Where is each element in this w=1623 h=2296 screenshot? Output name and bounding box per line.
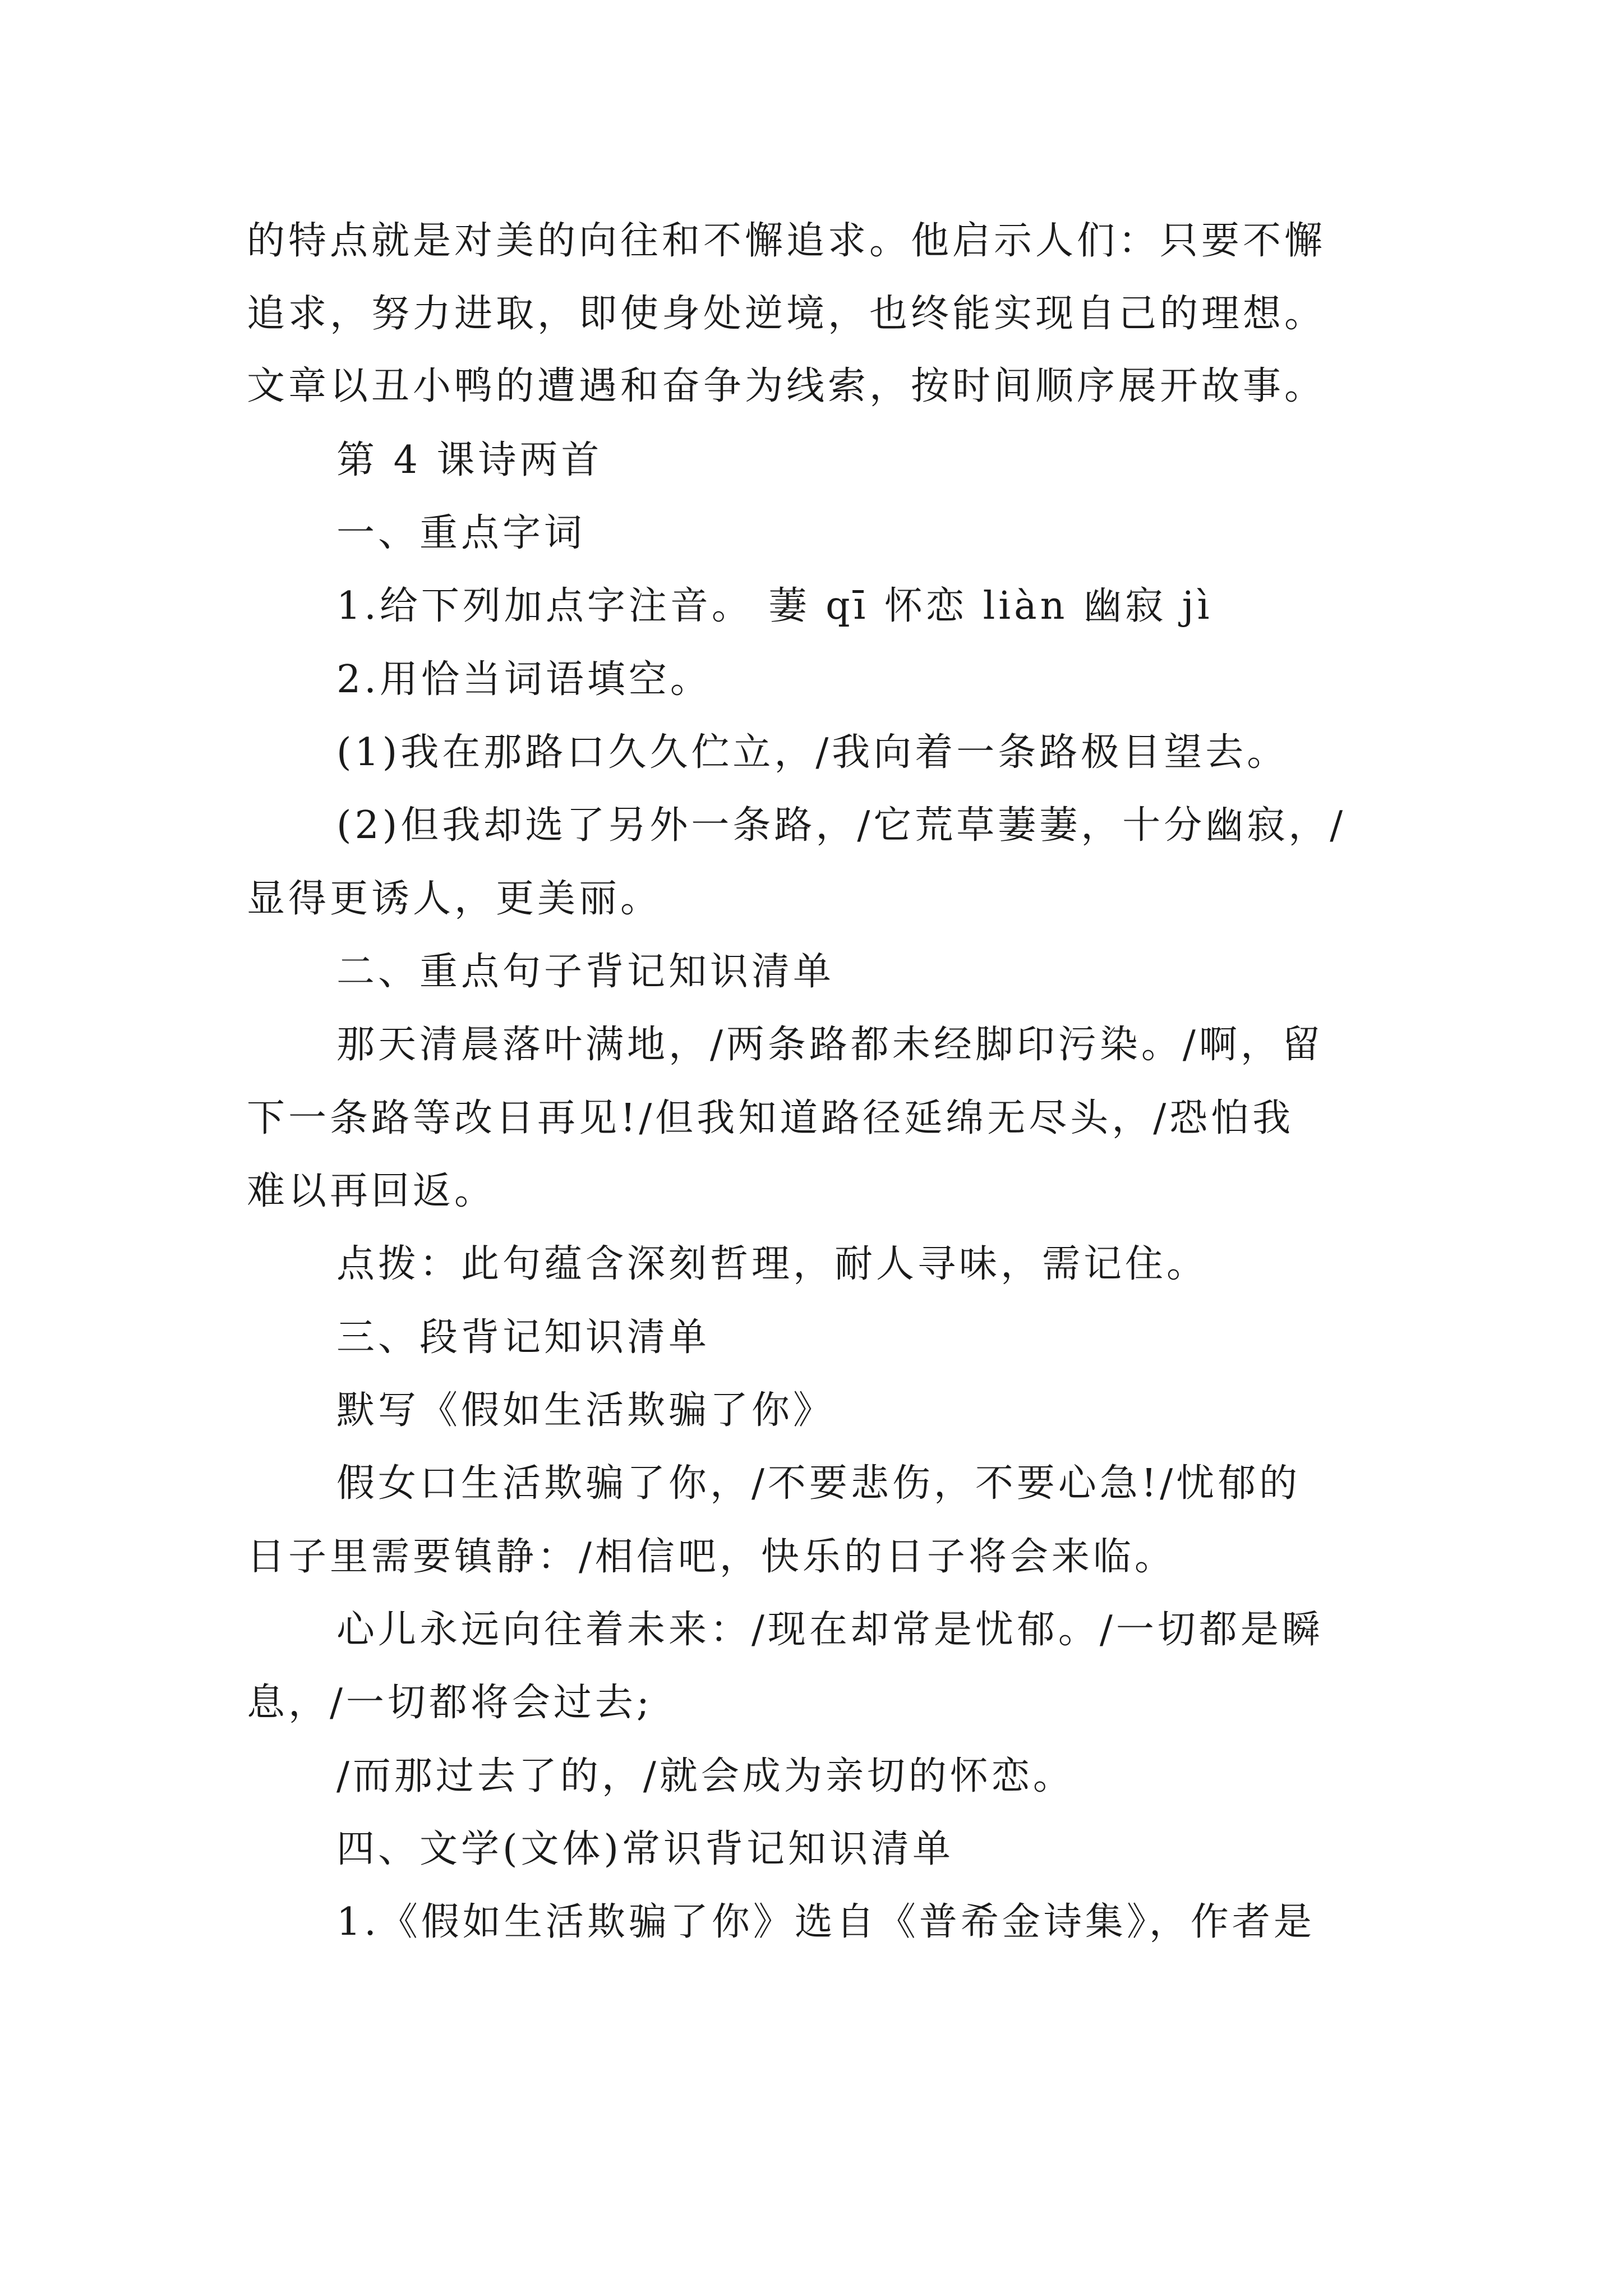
paragraph-line: /而那过去了的，/就会成为亲切的怀恋。 [336,1754,1075,1798]
paragraph-line: 默写《假如生活欺骗了你》 [336,1388,835,1433]
paragraph-line: 点拨：此句蕴含深刻哲理，耐人寻味，需记住。 [336,1242,1209,1286]
paragraph-line: (1)我在那路口久久伫立，/我向着一条路极目望去。 [336,730,1289,775]
paragraph-line: 假女口生活欺骗了你，/不要悲伤，不要心急!/忧郁的 [336,1461,1301,1506]
paragraph-line: 1.《假如生活欺骗了你》选自《普希金诗集》，作者是 [336,1900,1315,1944]
paragraph-line: 1.给下列加点字注音。 萋 qī 怀恋 liàn 幽寂 jì [336,584,1213,628]
paragraph-line: 下一条路等改日再见!/但我知道路径延绵无尽头，/恐怕我 [247,1096,1294,1140]
paragraph-line: (2)但我却选了另外一条路，/它荒草萋萋，十分幽寂，/ [336,803,1347,848]
paragraph-line: 心儿永远向往着未来：/现在却常是忧郁。/一切都是瞬 [336,1608,1324,1652]
paragraph-line: 2.用恰当词语填空。 [336,657,712,702]
paragraph-line: 日子里需要镇静：/相信吧，快乐的日子将会来临。 [247,1535,1176,1579]
paragraph-line: 息，/一切都将会过去; [247,1681,653,1725]
paragraph-line: 显得更诱人，更美丽。 [247,877,662,921]
paragraph-line: 文章以丑小鸭的遭遇和奋争为线索，按时间顺序展开故事。 [247,364,1326,408]
lesson-title: 第 4 课诗两首 [336,438,603,482]
section-heading: 四、文学(文体)常识背记知识清单 [336,1827,955,1871]
paragraph-line: 的特点就是对美的向往和不懈追求。他启示人们：只要不懈 [247,219,1326,263]
paragraph-line: 那天清晨落叶满地，/两条路都未经脚印污染。/啊，留 [336,1023,1324,1067]
section-heading: 二、重点句子背记知识清单 [336,950,835,994]
paragraph-line: 难以再回返。 [247,1169,496,1213]
section-heading: 一、重点字词 [336,511,586,555]
section-heading: 三、段背记知识清单 [336,1315,711,1360]
paragraph-line: 追求，努力进取，即使身处逆境，也终能实现自己的理想。 [247,292,1326,336]
